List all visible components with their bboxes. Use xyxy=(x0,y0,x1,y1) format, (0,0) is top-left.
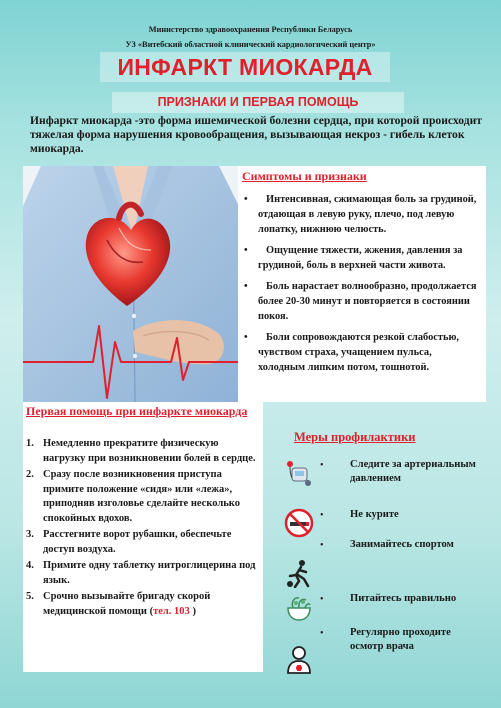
prevention-bullet: • xyxy=(320,628,324,639)
blood-pressure-icon xyxy=(284,458,314,488)
healthy-food-icon xyxy=(284,592,314,622)
item-number: 1. xyxy=(26,438,34,449)
item-number: 5. xyxy=(26,591,34,602)
item-number: 2. xyxy=(26,469,34,480)
prevention-item xyxy=(270,458,490,498)
symptoms-heading: Симптомы и признаки xyxy=(242,169,367,183)
prevention-text: Следите за артериальным давлением xyxy=(350,459,476,484)
prevention-bullet: • xyxy=(320,540,324,551)
first-aid-item xyxy=(26,590,262,619)
item-text: Сразу после возникновения приступа примите положение «сидя» или «лежа», приподняв изголовье сделайте несколько спокойных вдохов. xyxy=(43,469,240,524)
page-subtitle: ПРИЗНАКИ И ПЕРВАЯ ПОМОЩЬ xyxy=(157,95,359,109)
first-aid-list xyxy=(26,437,262,621)
prevention-text: Не курите xyxy=(350,509,399,520)
item-text: Примите одну таблетку нитроглицерина под язык. xyxy=(43,560,256,586)
first-aid-item xyxy=(26,468,262,526)
symptom-item: • Ощущение тяжести, жжения, давления за грудиной, боль в верхней части живота. xyxy=(244,243,480,273)
first-aid-heading: Первая помощь при инфаркте миокарда xyxy=(26,404,248,418)
prevention-heading: Меры профилактики xyxy=(294,430,416,444)
first-aid-item xyxy=(26,437,262,466)
heart-attack-image xyxy=(23,166,239,402)
institution-name: УЗ «Витебский областной клинический кардиологический центр» xyxy=(125,40,376,49)
first-aid-item xyxy=(26,528,262,557)
item-text: Расстегните ворот рубашки, обеспечьте доступ воздуха. xyxy=(43,529,232,555)
prevention-item xyxy=(270,626,490,666)
subtitle-bar xyxy=(112,92,404,113)
symptom-item: • Боль нарастает волнообразно, продолжается более 20-30 минут и повторяется в состоянии покоя. xyxy=(244,279,480,324)
symptom-item: • Боли сопровождаются резкой слабостью, чувством страха, учащением пульса, холодным липким потом, тошнотой. xyxy=(244,330,480,375)
item-text: Немедленно прекратите физическую нагрузку при возникновении болей в сердце. xyxy=(43,438,256,464)
item-text-tail: ) xyxy=(189,605,196,617)
ministry-name: Министерство здравоохранения Республики Беларусь xyxy=(148,25,353,34)
first-aid-item xyxy=(26,559,262,588)
sport-icon xyxy=(284,558,314,588)
item-number: 4. xyxy=(26,560,34,571)
item-number: 3. xyxy=(26,529,34,540)
page-title: ИНФАРКТ МИОКАРДА xyxy=(117,54,373,80)
doctor-icon xyxy=(284,644,314,674)
no-smoking-icon xyxy=(284,508,314,538)
prevention-text: Занимайтесь спортом xyxy=(350,539,454,550)
prevention-text: Питайтесь правильно xyxy=(350,593,457,604)
title-bar xyxy=(100,52,390,82)
prevention-panel xyxy=(270,428,490,678)
prevention-bullet: • xyxy=(320,510,324,521)
item-text: Срочно вызывайте бригаду скорой медицинской помощи ( xyxy=(43,591,211,617)
heart-attack-illustration xyxy=(23,166,239,402)
prevention-text: Регулярно проходите осмотр врача xyxy=(350,627,451,652)
intro-text: Инфаркт миокарда -это форма ишемической болезни сердца, при которой происходит тяжелая форма нарушения кровообращения, вызывающая некроз - гибель клеток миокарда. xyxy=(30,114,482,155)
symptoms-list xyxy=(244,192,480,381)
first-aid-panel xyxy=(23,402,263,672)
prevention-bullet: • xyxy=(320,594,324,605)
header-ministry-block xyxy=(0,22,501,52)
symptoms-panel xyxy=(238,166,486,402)
emergency-phone: тел. 103 xyxy=(153,605,190,617)
prevention-item xyxy=(270,538,490,578)
prevention-bullet: • xyxy=(320,460,324,471)
symptom-item: • Интенсивная, сжимающая боль за грудиной, отдающая в левую руку, плечо, под левую лопатку, нижнюю челюсть. xyxy=(244,192,480,237)
